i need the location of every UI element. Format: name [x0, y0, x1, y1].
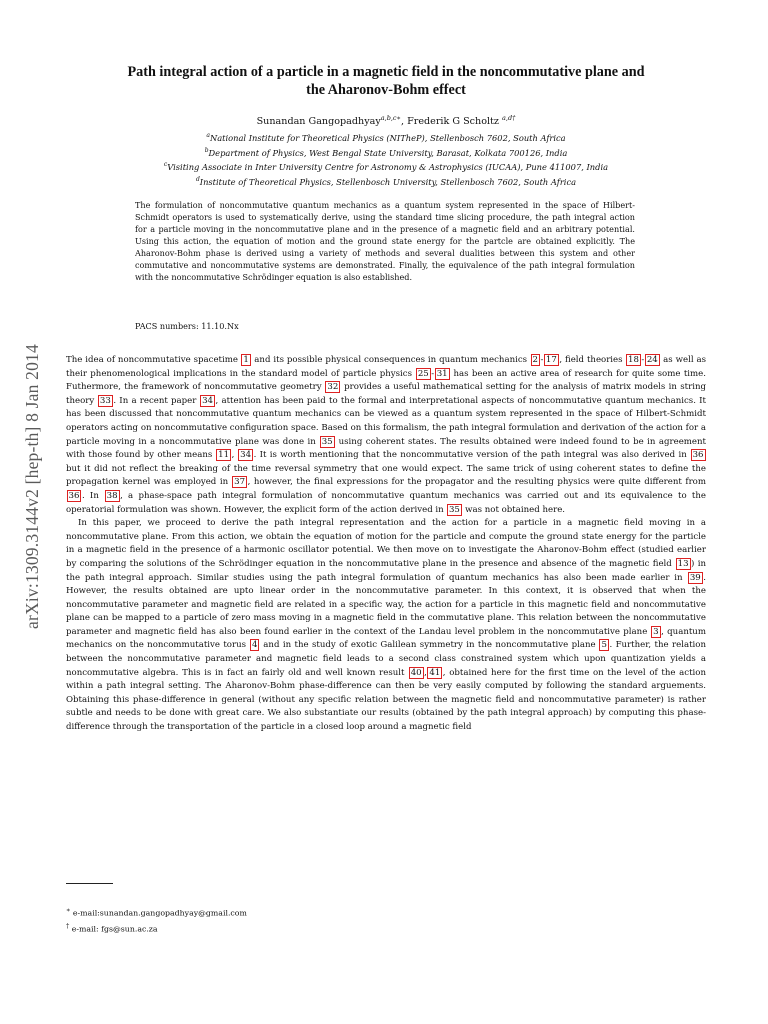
arxiv-identifier	[20, 296, 44, 676]
citation-link[interactable]: 34	[202, 395, 214, 406]
footnote-text: e-mail: fgs@sun.ac.za	[71, 924, 158, 934]
affiliation	[60, 145, 712, 160]
citation-link[interactable]: 17	[545, 355, 557, 365]
affiliation-mark: b	[204, 146, 209, 154]
footnote	[66, 920, 666, 936]
affiliation	[60, 174, 712, 189]
citation-link[interactable]: 40	[410, 667, 422, 678]
citation-link[interactable]: 5	[601, 640, 607, 651]
affiliation-mark: d	[195, 175, 200, 183]
affiliation-mark: a	[206, 132, 210, 139]
citation-link[interactable]: 35	[448, 504, 460, 515]
affiliation-mark: c	[163, 161, 168, 169]
citation-link[interactable]: 36	[68, 490, 80, 501]
citation-link[interactable]: 4	[251, 640, 258, 651]
footnote-text: e-mail:sunandan.gangopadhyay@gmail.com	[72, 908, 247, 918]
main-body	[66, 354, 706, 735]
citation-link[interactable]: 18	[627, 355, 639, 365]
affiliation-text: Institute of Theoretical Physics, Stellenbosch University, Stellenbosch 7602, South Africa	[199, 176, 577, 187]
body-paragraph: The idea of noncommutative spacetime 1 and its possible physical consequences in quantum mechanics 2 - 17 , field theories 18 - 24 as well as their phenomenological implications in the standard model of particle physics 25 - 31 has been an active area of research for quite some time. Futhermore, the framework of noncommutative geometry 32 provides a useful mathematical setting for the analysis of matrix models in string theory 33 . In a recent paper 34 , attention has been paid to the formal and interpretational aspects of noncommutative quantum mechanics. It has been discussed that noncommutative quantum mechanics can be viewed as a quantum system represented in the space of Hilbert-Schmidt operators acting on noncommutative configuration space. Based on this formalism, the path integral formulation and derivation of the action for a particle moving in a noncommutative plane was done in 35 using coherent states. The results obtained were indeed found to be in agreement with those found by other means 11 , 34 . It is worth mentioning that the noncommutative version of the path integral was also derived in 36 but it did not reflect the breaking of the time reversal symmetry that one would expect. The same trick of using coherent states to define the propagation kernel was employed in 37 , however, the final expressions for the propagator and the resulting physics were quite different from 36 . In 38 , a phase-space path integral formulation of noncommutative quantum mechanics was carried out and its equivalence to the operatorial formulation was shown. However, the explicit form of the action derived in 35 was not obtained here.	[66, 355, 707, 515]
paper-title	[60, 63, 712, 99]
body-paragraph: In this paper, we proceed to derive the path integral representation and the action for a particle in a magnetic field moving in a noncommutative plane. From this action, we obtain the equation of motion for the particle and compute the ground state energy for the particle in a magnetic field in the presence of a harmonic oscillator potential. We then move on to investigate the Aharonov-Bohm effect (studied earlier by comparing the solutions of the Schrödinger equation in the noncommutative plane in the presence and absence of the magnetic field 13 ) in the path integral approach. Similar studies using the path integral formulation of quantum mechanics has also been made earlier in 39 . However, the results obtained are upto linear order in the noncommutative parameter. In this context, it is observed that when the noncommutative parameter and magnetic field are related in a specific way, the action for a particle in this magnetic field and noncommutative plane can be mapped to a particle of zero mass moving in a magnetic field in the commutative plane. This relation between the noncommutative parameter and magnetic field has also been found earlier in the context of the Landau level problem in the noncommutative plane 3 , quantum mechanics on the noncommutative torus 4 and in the study of exotic Galilean symmetry in the noncommutative plane 5 . Further, the relation between the noncommutative parameter and magnetic field leads to a second class constrained system which upon quantization yields a noncommutative algebra. This is in fact an fairly old and well known result 40 , 41 , obtained here for the first time on the level of the action within a path integral setting. The Aharonov-Bohm phase-difference can then be very easily computed by following the standard arguements. Obtaining this phase-difference in general (without any specific relation between the magnetic field and noncommutative parameter) is rather subtle and needs to be done with great care. We also substantiate our results (obtained by the path integral approach) by computing this phase-difference through the transportation of the particle in a closed loop around a magnetic field	[66, 518, 706, 733]
affiliation	[60, 130, 712, 145]
citation-link[interactable]: 3	[653, 626, 659, 637]
affiliation-list	[60, 130, 712, 188]
abstract: The formulation of noncommutative quantum mechanics as a quantum system represented in the space of Hilbert-Schmidt operators is used to systematically derive, using the standard time slicing procedure, the path integral action for a particle moving in the noncommutative plane and in the presence of a magnetic field and an arbitrary potential. Using this action, the equation of motion and the ground state energy for the partcle are obtained explicitly. The Aharonov-Bohm phase is derived using a variety of methods and several dualities between this system and other commutative and noncommutative systems are demonstrated. Finally, the equivalence of the path integral formulation with the noncommutative Schrödinger equation is also established.	[135, 200, 635, 282]
citation-link[interactable]: 35	[321, 436, 333, 447]
citation-link[interactable]: 37	[234, 477, 246, 488]
author-list	[80, 112, 692, 128]
citation-link[interactable]: 25	[417, 368, 429, 379]
author-affiliation-marks: a,b,c∗	[380, 114, 401, 122]
affiliation-text: National Institute for Theoretical Physics (NITheP), Stellenbosch 7602, South Africa	[209, 132, 566, 143]
citation-link[interactable]: 39	[689, 572, 701, 583]
title-line-1: Path integral action of a particle in a magnetic field in the noncommutative plane and	[127, 64, 645, 80]
citation-link[interactable]: 36	[692, 450, 704, 461]
citation-link[interactable]: 11	[218, 450, 230, 461]
citation-link[interactable]: 32	[327, 382, 339, 393]
affiliation	[60, 159, 712, 174]
footnotes	[66, 904, 666, 935]
citation-link[interactable]: 33	[99, 395, 111, 406]
arxiv-identifier-text: arXiv:1309.3144v2 [hep-th] 8 Jan 2014	[21, 343, 42, 629]
citation-link[interactable]: 1	[243, 355, 249, 365]
footnote-mark: †	[66, 921, 70, 930]
author-affiliation-marks: a,d†	[502, 114, 516, 122]
author-name: Sunandan Gangopadhyay	[256, 116, 381, 128]
title-line-2: the Aharonov-Bohm effect	[306, 82, 466, 98]
affiliation-text: Department of Physics, West Bengal State University, Barasat, Kolkata 700126, India	[208, 147, 568, 158]
footnote-mark: ∗	[66, 906, 71, 914]
pacs-numbers: PACS numbers: 11.10.Nx	[135, 321, 239, 331]
citation-link[interactable]: 13	[677, 558, 689, 569]
citation-link[interactable]: 24	[646, 355, 658, 365]
affiliation-text: Visiting Associate in Inter University Centre for Astronomy & Astrophysics (IUCAA), Pune 411007, India	[167, 161, 609, 172]
author-name: Frederik G Scholtz	[407, 116, 499, 128]
footnote-divider	[66, 883, 113, 884]
citation-link[interactable]: 31	[436, 368, 448, 379]
footnote	[66, 904, 666, 920]
citation-link[interactable]: 34	[240, 450, 252, 461]
citation-link[interactable]: 38	[106, 490, 118, 501]
citation-link[interactable]: 41	[429, 667, 441, 678]
citation-link[interactable]: 2	[532, 355, 538, 365]
author-separator: ,	[400, 116, 408, 128]
